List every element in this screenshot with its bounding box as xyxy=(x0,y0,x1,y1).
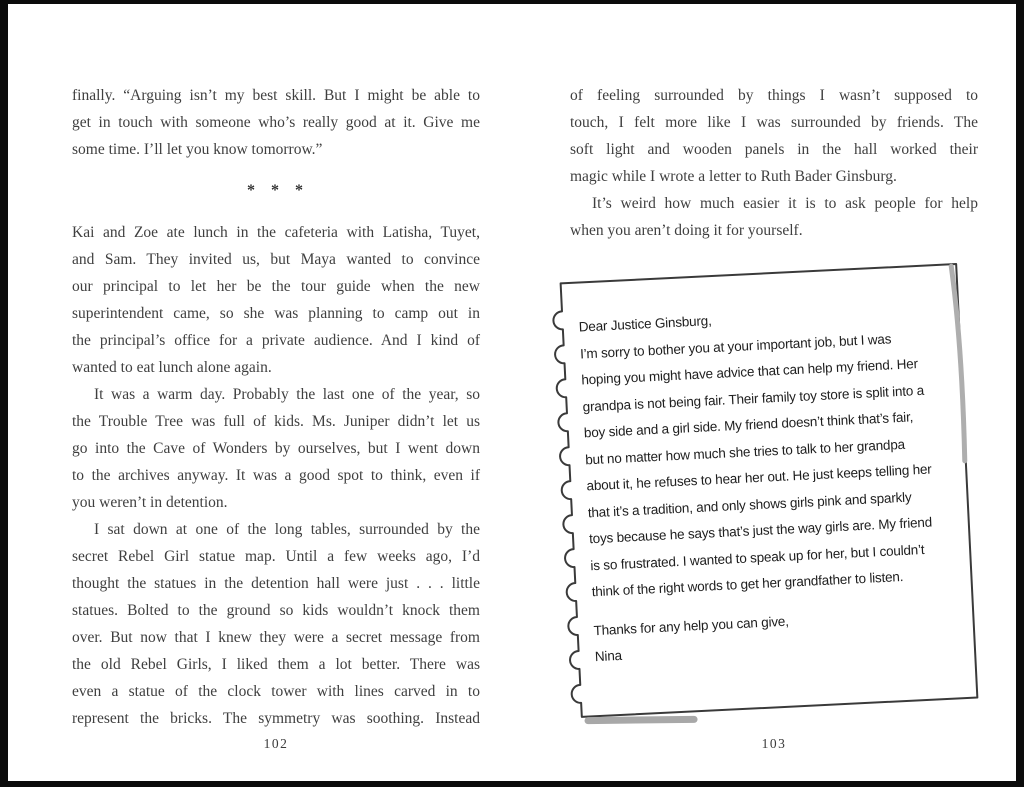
body-line: touch, I felt more like I was surrounded by friends. The xyxy=(570,114,978,131)
body-line: get in touch with someone who’s really good at it. Give me xyxy=(72,114,480,131)
body-line: magic while I wrote a letter to Ruth Bader Ginsburg. xyxy=(570,168,897,185)
body-line: even a statue of the clock tower with lines carved in to xyxy=(72,683,480,700)
scan-frame-right xyxy=(1016,0,1024,787)
letter-line: about it, he refuses to hear her out. He just keeps telling her xyxy=(586,461,932,494)
scan-frame-left xyxy=(0,0,8,787)
body-line: represent the bricks. The symmetry was soothing. Instead xyxy=(72,710,480,727)
body-line: wanted to eat lunch alone again. xyxy=(72,359,272,376)
letter-line: grandpa is not being fair. Their family toy store is split into a xyxy=(582,382,925,414)
body-line: of feeling surrounded by things I wasn’t supposed to xyxy=(570,87,978,104)
body-line: over. But now that I knew they were a secret message from xyxy=(72,629,480,646)
body-line: finally. “Arguing isn’t my best skill. But I might be able to xyxy=(72,87,480,104)
letter-line: Dear Justice Ginsburg, xyxy=(578,313,712,335)
body-line: you weren’t in detention. xyxy=(72,494,228,511)
letter-line: toys because he says that’s just the way girls are. My friend xyxy=(588,514,933,547)
page-number-right: 103 xyxy=(761,736,787,751)
body-line: when you aren’t doing it for yourself. xyxy=(570,222,803,239)
letter-line: boy side and a girl side. My friend doesn’t think that’s fair, xyxy=(583,409,914,441)
body-line: superintendent came, so she was planning to camp out in xyxy=(72,305,480,322)
scan-frame-bottom xyxy=(0,781,1024,787)
body-line: statues. Bolted to the ground so kids wouldn’t knock them xyxy=(72,602,480,619)
letter-note xyxy=(532,256,983,726)
letter-closing: Thanks for any help you can give, xyxy=(593,613,790,638)
body-line: go into the Cave of Wonders by ourselves, but I went down xyxy=(72,440,480,457)
body-line: the Trouble Tree was full of kids. Ms. Juniper didn’t let us xyxy=(72,413,480,430)
body-line: and Sam. They invited us, but Maya wanted to convince xyxy=(72,251,480,268)
letter-line: but no matter how much she tries to talk to her grandpa xyxy=(584,436,906,467)
body-line: our principal to let her be the tour guide when the new xyxy=(72,278,480,295)
page-number-left: 102 xyxy=(263,736,289,751)
body-line: Kai and Zoe ate lunch in the cafeteria with Latisha, Tuyet, xyxy=(72,224,480,241)
section-break: * * * xyxy=(247,182,305,199)
page-left-text xyxy=(72,82,480,732)
body-line: the principal’s office for a private audience. And I kind of xyxy=(72,332,480,349)
letter-line: that it’s a tradition, and only shows girls pink and sparkly xyxy=(587,489,912,520)
body-line: soft light and wooden panels in the hall worked their xyxy=(570,141,978,158)
letter-line: is so frustrated. I wanted to speak up for her, but I couldn’t xyxy=(590,541,925,573)
body-line: secret Rebel Girl statue map. Until a few weeks ago, I’d xyxy=(72,548,480,565)
letter-line: I’m sorry to bother you at your important job, but I was xyxy=(579,330,892,362)
body-line: It was a warm day. Probably the last one of the year, so xyxy=(94,386,480,403)
letter-line: think of the right words to get her grandfather to listen. xyxy=(591,569,904,600)
body-line: It’s weird how much easier it is to ask people for help xyxy=(592,195,978,212)
letter-signature: Nina xyxy=(594,647,623,665)
body-line: some time. I’ll let you know tomorrow.” xyxy=(72,141,323,158)
body-line: to the archives anyway. It was a good spot to think, even if xyxy=(72,467,480,484)
body-line: I sat down at one of the long tables, surrounded by the xyxy=(94,521,480,538)
body-line: thought the statues in the detention hall were just . . . little xyxy=(72,575,480,592)
scan-frame-top xyxy=(0,0,1024,4)
page-right-text xyxy=(570,82,978,244)
letter-text xyxy=(578,296,967,670)
letter-line: hoping you might have advice that can help my friend. Her xyxy=(581,356,919,388)
body-line: the old Rebel Girls, I liked them a lot better. There was xyxy=(72,656,480,673)
